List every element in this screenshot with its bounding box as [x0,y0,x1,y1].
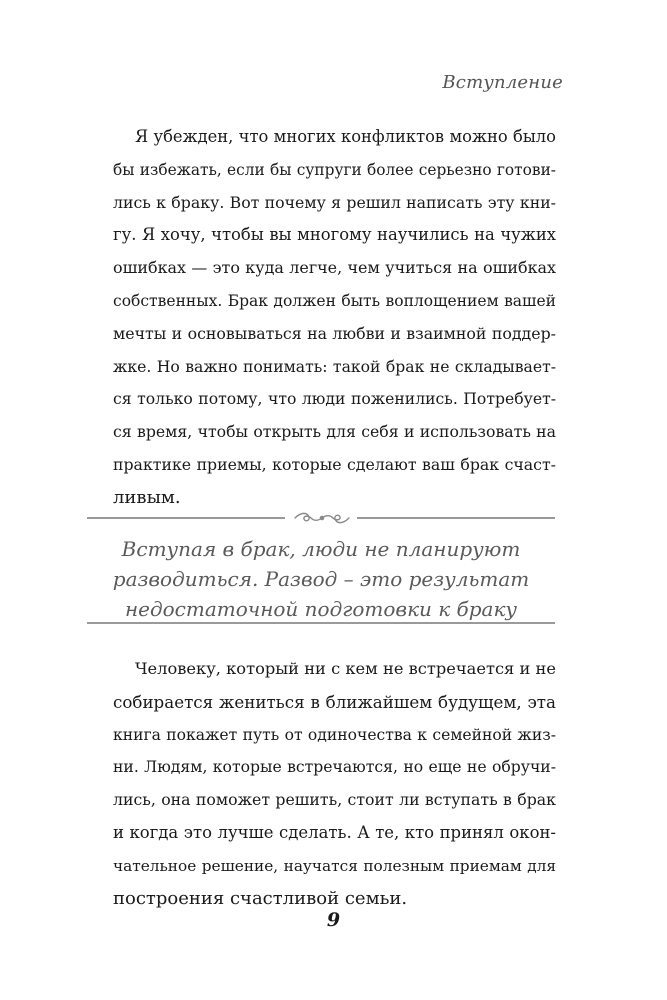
text-line: мечты и основываться на любви и взаимной поддер- [113,323,556,343]
divider-rule [87,517,285,519]
text-line: ся только потому, что люди поженились. Потребует- [113,389,556,409]
text-line: лись к браку. Вот почему я решил написать эту кни- [113,192,556,212]
text-line: ся время, чтобы открыть для себя и использовать на [113,422,556,442]
text-line: чательное решение, научатся полезным приемам для [113,856,556,875]
divider-rule [357,517,555,519]
divider-rule [87,622,555,624]
quote-line: недостаточной подготовки к браку [124,597,518,621]
text-line: жке. Но важно понимать: такой брак не складывает- [113,356,556,376]
text-line: ошибках — это куда легче, чем учиться на ошибках [113,258,556,278]
running-header: Вступление [442,72,563,93]
text-line: ни. Людям, которые встречаются, но еще не обручи- [113,757,556,777]
text-line: построения счастливой семьи. [113,887,408,909]
text-line: Человеку, который ни с кем не встречается и не [135,659,556,678]
text-line: бы избежать, если бы супруги более серьезно готови- [113,160,556,179]
body-paragraph-1 [113,121,556,515]
text-line: книга покажет путь от одиночества к семейной жиз- [113,725,556,744]
page-number: 9 [326,909,341,931]
quote-line: разводиться. Развод – это результат [112,567,530,591]
quote-line: Вступая в брак, люди не планируют [121,537,521,561]
text-line: гу. Я хочу, чтобы вы многому научились на чужих [113,225,556,245]
text-line: ливым. [113,486,181,508]
text-line: и когда это лучше сделать. А те, кто принял окон- [113,822,556,842]
text-line: лись, она поможет решить, стоит ли вступать в брак [113,790,556,810]
text-line: Я убежден, что многих конфликтов можно было [135,127,556,146]
text-line: практике приемы, которые сделают ваш брак счаст- [113,454,556,474]
text-line: собственных. Брак должен быть воплощением вашей [113,291,556,310]
pull-quote [87,500,555,626]
pull-quote-text [87,534,555,624]
text-line: собирается жениться в ближайшем будущем, эта [113,691,556,712]
body-paragraph-2 [113,653,556,915]
flourish-ornament-icon [293,508,351,528]
